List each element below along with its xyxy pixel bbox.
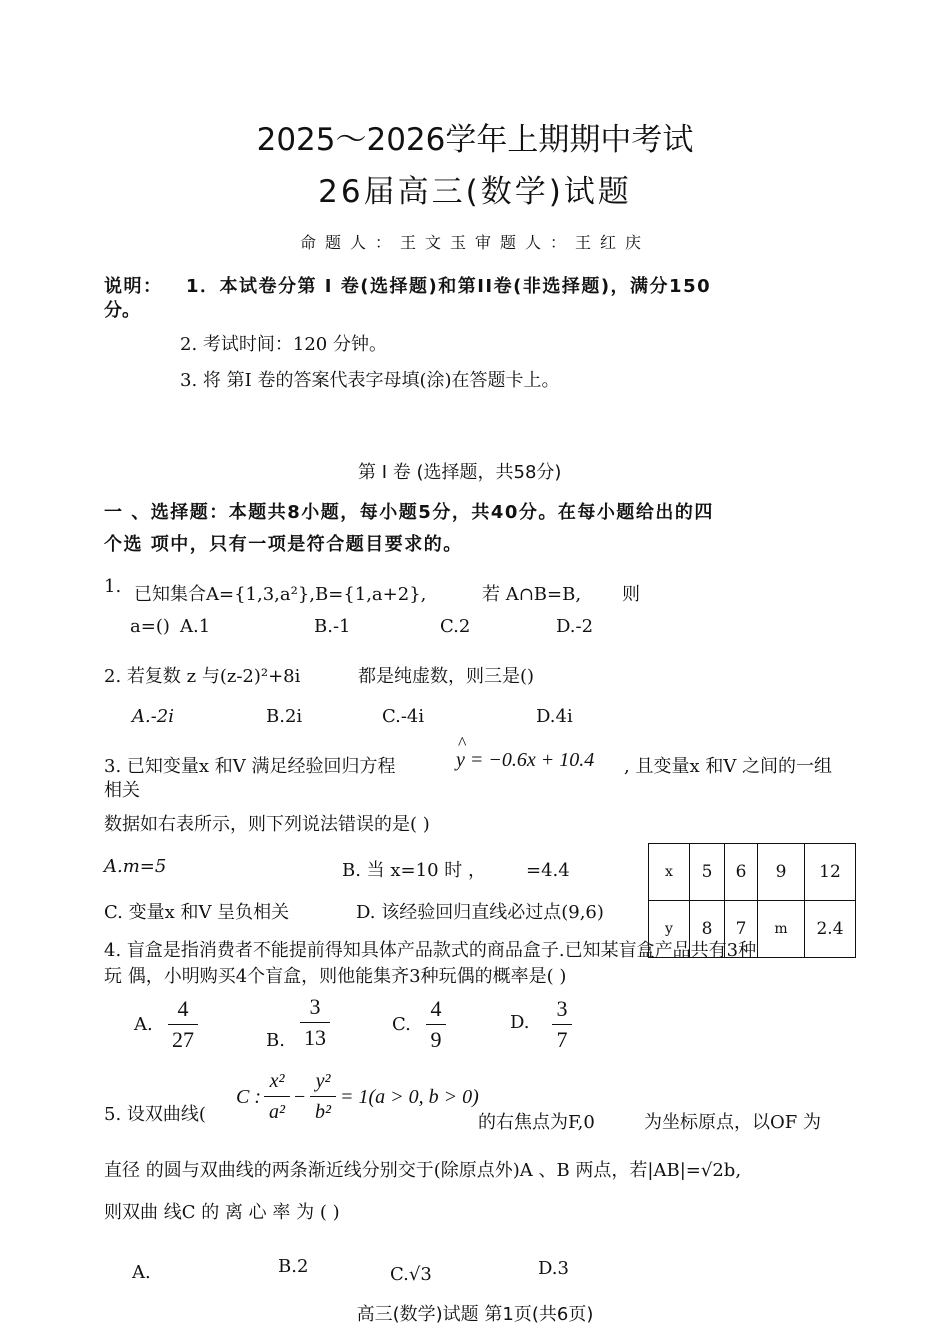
fraction-numerator: 3 (552, 994, 572, 1025)
fraction-numerator: 4 (426, 994, 446, 1025)
q2-option-b: B.2i (266, 706, 303, 727)
q3-option-a: A.m=5 (104, 856, 167, 877)
table-cell: 12 (805, 844, 856, 901)
q3-option-b-value: =4.4 (526, 860, 570, 881)
q2-option-a: A.-2i (132, 706, 175, 727)
authors-line: 命题人：王文玉审题人：王红庆 (299, 233, 650, 252)
table-cell: 9 (758, 844, 805, 901)
q4-option-b-label: B. (266, 1030, 285, 1051)
fraction-denominator: b² (315, 1101, 331, 1123)
q3-regression-equation: y = −0.6x + 10.4 (456, 749, 595, 771)
q2-text-a: 2. 若复数 z 与(z-2)²+8i (104, 666, 301, 687)
q5-option-a: A. (132, 1262, 151, 1283)
q5-text-d: 直径 的圆与双曲线的两条渐近线分别交于(除原点外)A 、B 两点，若|AB|=√2b, (104, 1160, 742, 1181)
q5-text-e: 则双曲 线C 的 离 心 率 为 ( ) (104, 1202, 340, 1223)
q5-eq-x-fraction (264, 1066, 290, 1127)
fraction-numerator: x² (264, 1066, 290, 1097)
q5-text-a: 5. 设双曲线( (104, 1104, 206, 1125)
instruction-item-1-cont: 分。 (104, 300, 140, 321)
instruction-item-3: 3. 将 第I 卷的答案代表字母填(涂)在答题卡上。 (180, 370, 560, 391)
table-cell: 7 (725, 901, 758, 958)
q3-text-b: , 且变量x 和V 之间的一组 (624, 756, 833, 777)
fraction-denominator: 27 (172, 1027, 194, 1052)
q5-eq-c: C : (236, 1086, 261, 1108)
fraction-denominator: 13 (304, 1025, 326, 1050)
q5-text-b: 的右焦点为F,0 (478, 1112, 595, 1133)
q1-option-d: D.-2 (556, 616, 594, 637)
q5-option-d: D.3 (538, 1258, 569, 1279)
fraction-numerator: y² (310, 1066, 336, 1097)
instruction-item-2: 2. 考试时间：120 分钟。 (180, 334, 387, 355)
part-instruction-line2: 个选 项中，只有一项是符合题目要求的。 (104, 534, 463, 555)
q4-text-a: 4. 盲盒是指消费者不能提前得知具体产品款式的商品盒子.已知某盲盒产品共有3种 (104, 940, 757, 961)
q4-option-d-fraction (552, 994, 572, 1055)
q4-option-d-label: D. (510, 1012, 530, 1033)
q5-option-c: C.√3 (390, 1264, 432, 1285)
q4-option-a-fraction (168, 994, 198, 1055)
page-footer: 高三(数学)试题 第1页(共6页) (356, 1304, 594, 1325)
q2-option-c: C.-4i (382, 706, 425, 727)
fraction-denominator: 7 (556, 1027, 568, 1052)
q4-text-b: 玩 偶，小明购买4个盲盒，则他能集齐3种玩偶的概率是( ) (104, 966, 567, 987)
q3-text-c: 相关 (104, 780, 140, 801)
table-row (649, 844, 856, 901)
q4-option-a-label: A. (134, 1014, 153, 1035)
q3-option-c: C. 变量x 和V 呈负相关 (104, 902, 290, 923)
table-cell: 5 (690, 844, 725, 901)
fraction-denominator: 9 (430, 1027, 442, 1052)
q1-number: 1. (104, 576, 122, 597)
table-cell: 2.4 (805, 901, 856, 958)
exam-title-line1: 2025～2026学年上期期中考试 (256, 122, 694, 158)
q1-option-a: A.1 (180, 616, 211, 637)
q1-option-b: B.-1 (314, 616, 351, 637)
table-cell: 8 (690, 901, 725, 958)
q3-text-d: 数据如右表所示，则下列说法错误的是( ) (104, 814, 430, 835)
section-heading: 第 I 卷 (选择题，共58分) (358, 462, 562, 483)
table-cell: x (649, 844, 690, 901)
q3-text-a: 3. 已知变量x 和V 满足经验回归方程 (104, 756, 396, 777)
table-cell: m (758, 901, 805, 958)
q5-option-b: B.2 (278, 1256, 309, 1277)
q1-text-c: 则 (622, 584, 640, 605)
q1-option-c: C.2 (440, 616, 471, 637)
q3-option-b: B. 当 x=10 时 ， (342, 860, 486, 881)
q2-text-b: 都是纯虚数，则三是() (358, 666, 535, 687)
q1-text-d: a=() (130, 616, 170, 637)
instructions-label: 说明： (104, 276, 163, 297)
q4-option-b-fraction (300, 992, 330, 1053)
q1-text-a: 已知集合A={1,3,a²},B={1,a+2}, (134, 584, 427, 605)
q4-option-c-fraction (426, 994, 446, 1055)
q5-eq-tail: = 1(a > 0, b > 0) (340, 1086, 479, 1108)
table-cell: y (649, 901, 690, 958)
instruction-item-1: 1．本试卷分第 I 卷(选择题)和第II卷(非选择题)，满分150 (186, 276, 712, 297)
q3-option-d: D. 该经验回归直线必过点(9,6) (356, 902, 604, 923)
q2-option-d: D.4i (536, 706, 573, 727)
part-instruction-line1: 一 、选择题：本题共8小题，每小题5分，共40分。在每小题给出的四 (104, 502, 714, 523)
exam-title-line2: 26届高三(数学)试题 (318, 174, 632, 210)
q3-hat: ^ (458, 733, 467, 753)
fraction-numerator: 3 (300, 992, 330, 1023)
q5-text-c: 为坐标原点，以OF 为 (644, 1112, 821, 1133)
q4-option-c-label: C. (392, 1014, 411, 1035)
fraction-denominator: a² (269, 1101, 285, 1123)
q5-eq-y-fraction (310, 1066, 336, 1127)
q5-eq-minus: − (294, 1086, 306, 1108)
q1-text-b: 若 A∩B=B, (482, 584, 582, 605)
fraction-numerator: 4 (168, 994, 198, 1025)
table-cell: 6 (725, 844, 758, 901)
